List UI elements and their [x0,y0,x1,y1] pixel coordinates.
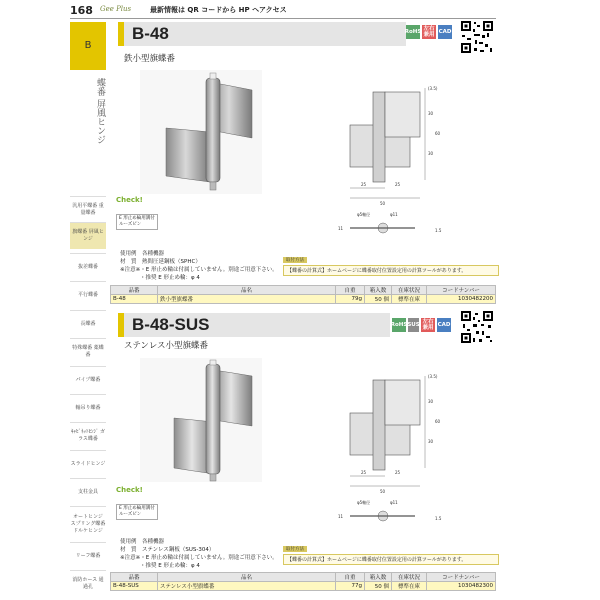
side-item-post[interactable]: 支柱金具 [70,478,106,505]
dim-h1: 30 [428,111,434,116]
check-label: Check! [116,196,143,204]
rohs-badge: RoHS [392,318,406,332]
col-stock: 在庫状況 [392,286,427,295]
cell-stock: 標準在庫 [392,582,427,591]
dim-w2: 25 [395,182,401,187]
header-divider [70,18,496,19]
product-photo [140,70,262,194]
dim-h: 11 [338,226,344,231]
side-item-pipe[interactable]: パイプ蝶番 [70,366,106,393]
material-value: ステンレス鋼板（SUS-304） [142,547,215,553]
material-value: 熱間圧延鋼板（SPHC） [142,259,201,265]
table-row[interactable] [111,295,496,304]
use-value: 各種機器 [142,539,165,545]
calc-tag: 取付方法 [283,257,307,263]
dim-knuckle: φ11 [390,212,398,217]
rohs-badge: RoHS [406,25,420,39]
cell-weight: 79g [336,295,365,304]
dim-w: 50 [380,201,386,206]
side-item-pivot[interactable]: 軸吊り蝶番 [70,394,106,421]
side-item-liftoff[interactable]: 抜差蝶番 [70,253,106,280]
dim-top: (3.5) [428,86,438,91]
qr-code-icon[interactable] [460,20,494,54]
section-tab[interactable]: B [70,22,106,70]
spec-note-2: ・推奨 E 形止め輪：φ 4 [140,275,200,281]
col-name: 品名 [158,573,336,582]
use-label: 使用例 [120,251,137,257]
col-qty: 箱入数 [365,573,392,582]
product-subtitle: 鉄小型旗蝶番 [124,54,176,64]
side-item-flag-hinge[interactable]: 旗蝶番 屏風ヒンジ [70,222,106,249]
cell-part: B-48 [111,295,158,304]
cell-qty: 50 個 [365,295,392,304]
side-item-parallel[interactable]: 平行蝶番 [70,281,106,308]
dim-h2: 60 [435,419,441,424]
product-title-bar [118,313,390,337]
qr-code-icon[interactable] [460,310,494,344]
material-label: 材 質 [120,259,137,265]
cell-qty: 50 個 [365,582,392,591]
technical-drawing [335,368,475,528]
side-item-general[interactable]: 汎用平蝶番 重量蝶番 [70,196,106,223]
lr-badge: 左右兼用 [423,26,435,38]
side-item-leaf[interactable]: リーフ蝶番 [70,542,106,569]
check-label: Check! [116,486,143,494]
cell-weight: 77g [336,582,365,591]
dim-w1: 25 [361,470,367,475]
col-code: コードナンバー [427,286,496,295]
cell-stock: 標準在庫 [392,295,427,304]
dim-knuckle: φ11 [390,500,398,505]
col-qty: 箱入数 [365,286,392,295]
sus-badge: SUS [408,318,419,332]
col-weight: 自重 [336,573,365,582]
cell-name: ステンレス小型旗蝶番 [158,582,336,591]
lr-badge: 左右兼用 [422,319,434,331]
section-category: 蝶番 屏風ヒンジ [95,78,105,144]
dim-t: 1.5 [435,516,442,521]
technical-drawing [335,80,475,240]
dim-pin: φ5軸径 [357,500,371,505]
material-label: 材 質 [120,547,137,553]
dim-t: 1.5 [435,228,442,233]
use-label: 使用例 [120,539,137,545]
calc-tag: 取付方法 [283,546,307,552]
cad-badge[interactable]: CAD [437,318,451,332]
table-row[interactable] [111,582,496,591]
product-title: B-48 [132,24,169,43]
cell-code: 1030482300 [427,582,496,591]
side-item-hose[interactable]: 消防ホース 通過孔 [70,570,106,597]
check-note: E 形止め輪用溝付 ルーズピン [116,504,158,520]
dim-pin: φ5軸径 [357,212,371,217]
dim-w2: 25 [395,470,401,475]
dim-h3: 30 [428,439,434,444]
col-part: 品番 [111,573,158,582]
side-item-auto[interactable]: オートヒンジ スプリング蝶番 ドルケヒンジ [70,506,106,541]
product-table [110,572,496,591]
col-name: 品名 [158,286,336,295]
product-subtitle: ステンレス小型旗蝶番 [124,341,208,351]
spec-note-2: ・推奨 E 形止め輪：φ 4 [140,563,200,569]
dim-top: (3.5) [428,374,438,379]
spec-note-1: ※注意※・E 形止め輪は付属していません。別途ご用意下さい。 [120,267,278,273]
spec-note-1: ※注意※・E 形止め輪は付属していません。別途ご用意下さい。 [120,555,278,561]
dim-h2: 60 [435,131,441,136]
cad-badge[interactable]: CAD [438,25,452,39]
qr-note: 最新情報は QR コードから HP へアクセス [150,6,287,14]
cell-name: 鉄小型旗蝶番 [158,295,336,304]
check-note: E 形止め輪用溝付 ルーズピン [116,214,158,230]
use-value: 各種機器 [142,251,165,257]
side-item-special[interactable]: 特殊蝶番 薬蝶番 [70,338,106,365]
product-table [110,285,496,304]
cell-part: B-48-SUS [111,582,158,591]
col-weight: 自重 [336,286,365,295]
col-part: 品番 [111,286,158,295]
dim-h: 11 [338,514,344,519]
brand-logo: Gee Plus [100,5,132,13]
product-title: B-48-SUS [132,315,210,334]
calc-note[interactable]: 【蝶番の計算式】ホームページに蝶番取付位置設定用の計算ツールがあります。 [283,554,499,565]
page-number: 168 [70,4,93,17]
col-code: コードナンバー [427,573,496,582]
cell-code: 1030482200 [427,295,496,304]
product-title-bar [118,22,406,46]
dim-h1: 30 [428,399,434,404]
side-item-glass[interactable]: ｷｬﾋﾞﾈｯﾄﾋﾝｼﾞ ガラス蝶番 [70,422,106,449]
dim-w: 50 [380,489,386,494]
product-photo [140,358,262,482]
side-item-slide[interactable]: スライドヒンジ [70,450,106,477]
col-stock: 在庫状況 [392,573,427,582]
calc-note[interactable]: 【蝶番の計算式】ホームページに蝶番取付位置設定用の計算ツールがあります。 [283,265,499,276]
side-item-long[interactable]: 長蝶番 [70,310,106,337]
dim-h3: 30 [428,151,434,156]
dim-w1: 25 [361,182,367,187]
